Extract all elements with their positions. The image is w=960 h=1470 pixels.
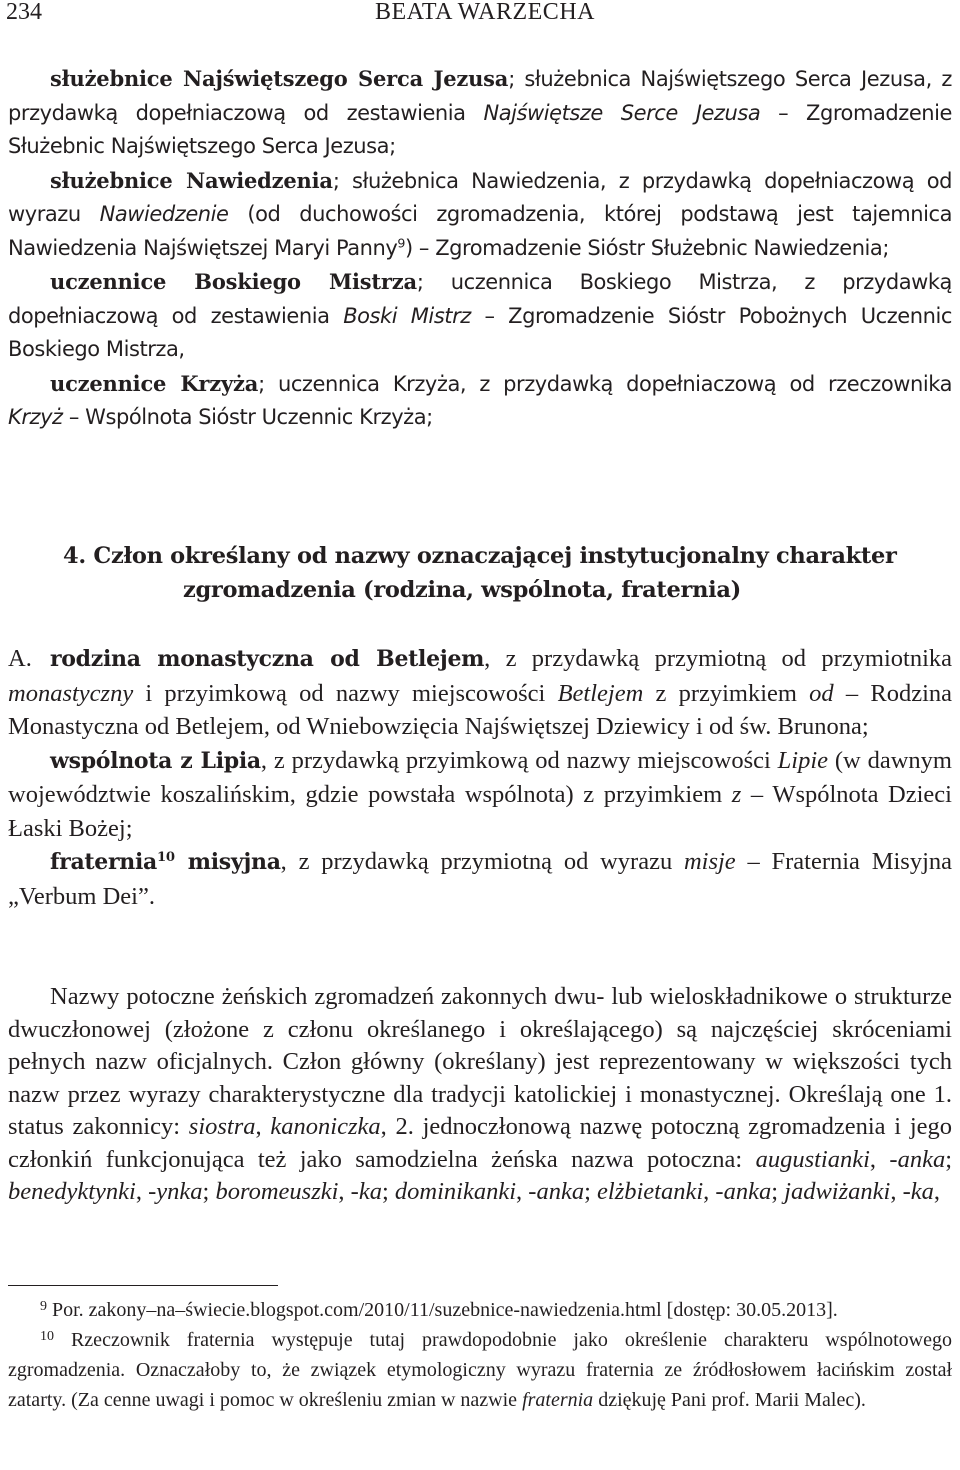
list-marker: A. (8, 645, 32, 672)
entry-4: uczennice Krzyża; uczennica Krzyża, z przydawką dopełniaczową od rzeczownika Krzyż – Wspólnota Sióstr Uczennic Krzyża; (8, 370, 952, 429)
section-heading-line-2: zgromadzenia (rodzina, wspólnota, fraternia) (183, 577, 742, 603)
entry-term: rodzina monastyczna od Betlejem (50, 646, 485, 672)
entry-a1: A. rodzina monastyczna od Betlejem, z przydawką przymiotną od przymiotnika monastyczny i przyimkową od nazwy miejscowości Betlejem z przyimkiem od – Rodzina Monastyczna od Betlejem, od Wniebowzięcia Najświętszej Dziewicy i od św. Brunona; (8, 642, 952, 744)
running-header (0, 0, 960, 30)
footnote-text: Por. zakony–na–świecie.blogspot.com/2010/11/suzebnice-nawiedzenia.html [dostęp: 30.05.2013]. (52, 1299, 838, 1321)
section-heading-line-1: 4. Człon określany od nazwy oznaczającej instytucjonalny charakter (63, 543, 897, 569)
entry-term: służebnice Najświętszego Serca Jezusa (50, 66, 509, 91)
entry-3: uczennice Boskiego Mistrza; uczennica Boskiego Mistrza, z przydawką dopełniaczową od zestawienia Boski Mistrz – Zgromadzenie Sióstr Pobożnych Uczennic Boskiego Mistrza, (8, 269, 952, 361)
entry-term: służebnice Nawiedzenia (50, 167, 333, 193)
entry-term: fraternia$^{10}$ misyjna (50, 849, 281, 875)
footnote-number: 9 (40, 1299, 47, 1314)
entry-term: uczennice Krzyża (50, 370, 259, 396)
entry-a3: fraternia$^{10}$ misyjna, z przydawką przymiotną od wyrazu misje – Fraternia Misyjna „Verbum Dei”. (8, 848, 952, 910)
body-paragraph: Nazwy potoczne żeńskich zgromadzeń zakonnych dwu- lub wieloskładnikowe o strukturze dwuczłonowej (złożone z członu określanego i określającego) są najczęściej skróceniami pełnych nazw oficjalnych. Człon główny (określany) jest reprezentowany w większości tych nazw przez wyrazy charakterystyczne dla tradycji katolickiej i monastycznej. Określają one 1. status zakonnicy: siostra, kanoniczka, 2. jednoczłonową nazwę potoczną zgromadzenia i jego członkiń funkcjonująca też jako samodzielna żeńska nazwa potoczna: augustianki, -anka; benedyktynki, -ynka; boromeuszki, -ka; dominikanki, -anka; elżbietanki, -anka; jadwiżanki, -ka, (8, 983, 953, 1205)
footnote-rule (8, 1285, 278, 1286)
footnote-ref-10[interactable]: 10 (156, 850, 175, 866)
entries-list (8, 62, 952, 435)
section-heading (8, 539, 952, 607)
running-head-author: BEATA WARZECHA (375, 0, 595, 25)
footnote-9 (8, 1295, 952, 1325)
entry-term: uczennice Boskiego Mistrza (50, 269, 417, 294)
entry-a2: wspólnota z Lipia, z przydawką przyimkową od nazwy miejscowości Lipie (w dawnym województwie koszalińskim, gdzie powstała wspólnota) z przyimkiem z – Wspólnota Dzieci Łaski Bożej; (8, 746, 952, 842)
entry-term: wspólnota z Lipia (50, 747, 261, 774)
footnote-10: $^{10}$ Rzeczownik fraternia występuje tutaj prawdopodobnie jako określenie charakteru wspólnotowego zgromadzenia. Oznaczałoby to, że związek etymologiczny wyrazu fraternia ze źródłosłowem łacińskim został zatarty. (Za cenne uwagi i pomoc w określeniu zmian w nazwie fraternia dziękuję Pani prof. Marii Malec). (8, 1329, 952, 1411)
section-a (8, 642, 952, 913)
footnote-number: 10 (40, 1329, 54, 1344)
page-number: 234 (6, 0, 42, 25)
entry-1: służebnice Najświętszego Serca Jezusa; służebnica Najświętszego Serca Jezusa, z przydawką dopełniaczową od zestawienia Najświętsze Serce Jezusa – Zgromadzenie Służebnic Najświętszego Serca Jezusa; (8, 66, 953, 158)
footnotes (8, 1295, 952, 1415)
footnote-ref-9[interactable]: 9 (397, 234, 405, 250)
entry-2: służebnice Nawiedzenia; służebnica Nawiedzenia, z przydawką dopełniaczową od wyrazu Nawiedzenie (od duchowości zgromadzenia, której podstawą jest tajemnica Nawiedzenia Najświętszej Maryi Panny$^9$) – Zgromadzenie Sióstr Służebnic Nawiedzenia; (8, 167, 952, 260)
